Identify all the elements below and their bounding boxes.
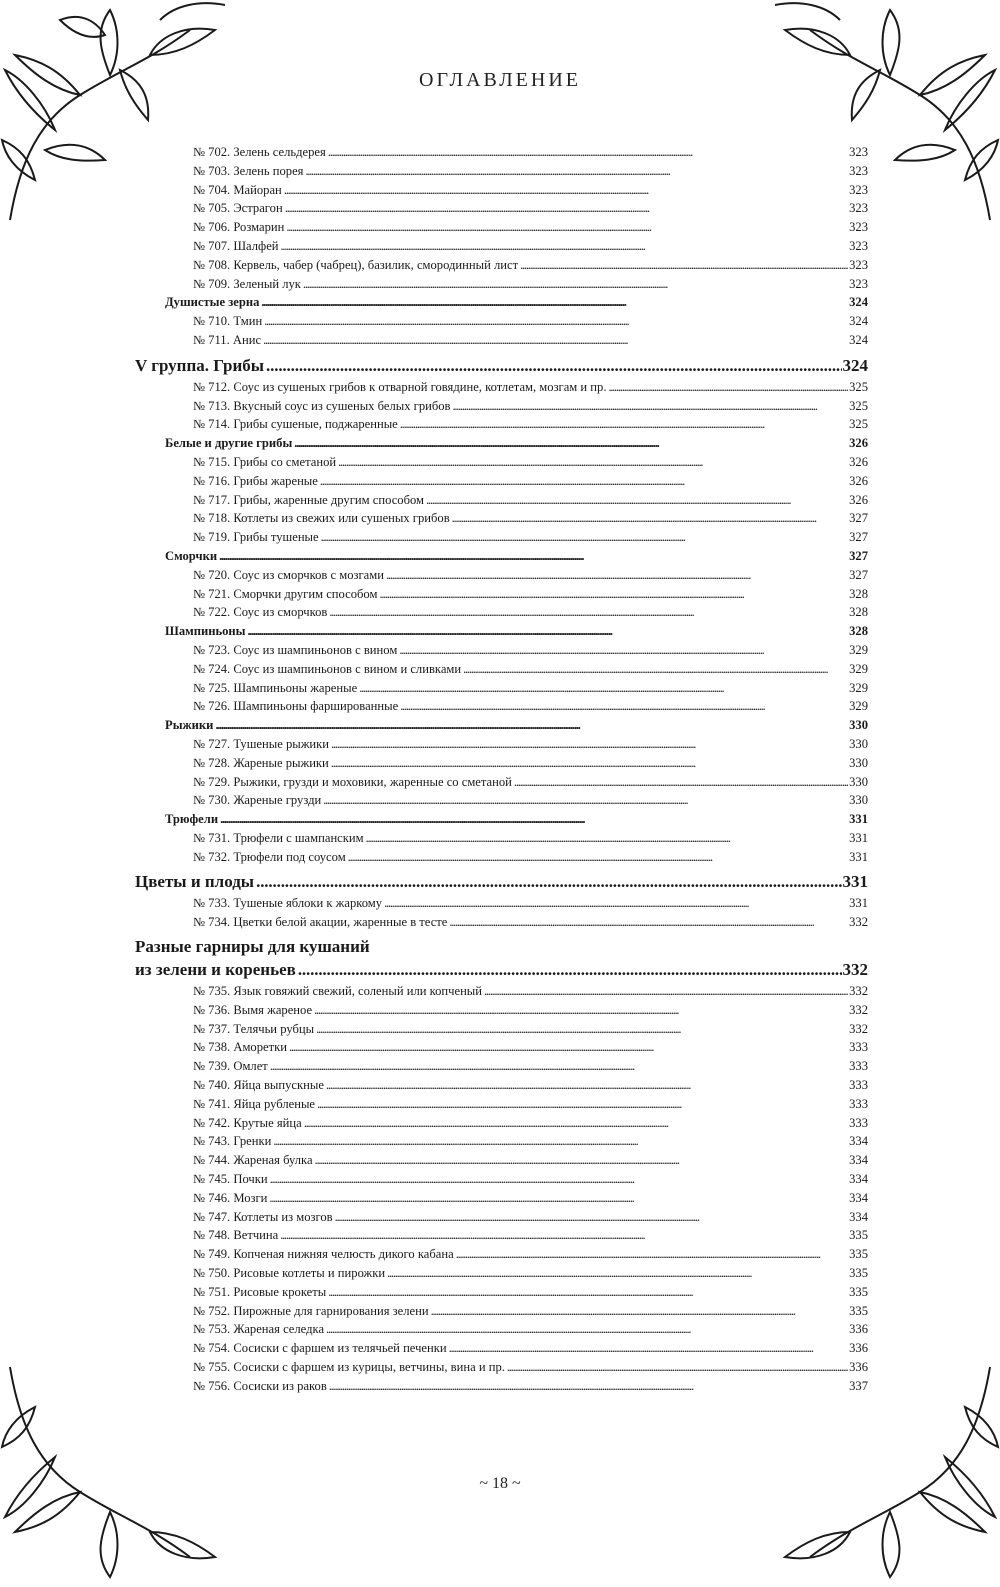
section-page: 332	[842, 960, 868, 980]
leader-dots	[514, 773, 848, 792]
leader-dots	[266, 354, 841, 378]
leader-dots	[331, 754, 848, 773]
leader-dots	[359, 679, 848, 698]
entry-label: № 711. Анис	[193, 332, 262, 347]
entry-page: 327	[849, 567, 868, 582]
leader-dots	[220, 810, 848, 829]
subsection-title: Белые и другие грибы	[165, 436, 293, 451]
leader-dots	[520, 256, 848, 275]
entry-page: 329	[849, 680, 868, 695]
toc-entry[interactable]	[135, 585, 868, 604]
toc-entry[interactable]	[135, 143, 868, 162]
leader-dots	[285, 199, 848, 218]
entry-page: 332	[849, 915, 868, 930]
toc-entry[interactable]	[135, 275, 868, 294]
entry-page: 334	[849, 1190, 868, 1205]
leader-dots	[326, 1076, 848, 1095]
leader-dots	[294, 434, 848, 453]
toc-entry[interactable]	[135, 162, 868, 181]
toc-entry[interactable]	[135, 679, 868, 698]
toc-entry[interactable]	[135, 982, 868, 1001]
entry-page: 334	[849, 1209, 868, 1224]
entry-label: № 750. Рисовые котлеты и пирожки	[193, 1266, 386, 1281]
entry-page: 330	[849, 793, 868, 808]
entry-label: № 723. Соус из шампиньонов с вином	[193, 642, 398, 657]
leader-dots	[348, 848, 848, 867]
toc-entry[interactable]	[135, 1245, 868, 1264]
leader-dots	[215, 716, 848, 735]
entry-label: № 702. Зелень сельдерея	[193, 145, 326, 159]
subsection-page: 330	[849, 718, 868, 733]
entry-page: 334	[849, 1172, 868, 1187]
leader-dots	[261, 293, 848, 312]
toc-entry[interactable]	[135, 453, 868, 472]
toc-subsection[interactable]	[135, 293, 868, 312]
entry-label: № 715. Грибы со сметаной	[193, 454, 337, 469]
toc-subsection[interactable]	[135, 716, 868, 735]
entry-page: 330	[849, 736, 868, 751]
section-page: 324	[842, 355, 868, 375]
entry-page: 327	[849, 530, 868, 545]
leader-dots	[449, 913, 848, 932]
subsection-page: 331	[849, 812, 868, 827]
leader-dots	[289, 1038, 848, 1057]
leader-dots	[323, 791, 848, 810]
entry-page: 335	[849, 1247, 868, 1262]
entry-label: № 743. Гренки	[193, 1134, 272, 1149]
toc-section[interactable]	[135, 936, 868, 982]
toc-entry[interactable]	[135, 331, 868, 350]
entry-label: № 732. Трюфели под соусом	[193, 849, 346, 864]
entry-page: 325	[849, 379, 868, 394]
entry-page: 332	[849, 984, 868, 999]
toc-entry[interactable]	[135, 1264, 868, 1283]
toc-entry[interactable]	[135, 773, 868, 792]
leader-dots	[431, 1302, 849, 1321]
toc-subsection[interactable]	[135, 810, 868, 829]
entry-label: № 741. Яйца рубленые	[193, 1096, 315, 1111]
toc-entry[interactable]	[135, 397, 868, 416]
entry-page: 327	[849, 511, 868, 526]
toc-section[interactable]	[135, 870, 868, 894]
entry-page: 335	[849, 1303, 868, 1318]
leader-dots	[248, 622, 849, 641]
toc-entry[interactable]	[135, 415, 868, 434]
entry-page: 337	[849, 1378, 868, 1393]
entry-label: № 745. Почки	[193, 1172, 268, 1187]
toc-entry[interactable]	[135, 181, 868, 200]
entry-page: 323	[849, 220, 868, 235]
section-title-line1: Разные гарниры для кушаний	[135, 937, 370, 957]
leader-dots	[463, 660, 848, 679]
leader-dots	[453, 397, 849, 416]
leader-dots	[484, 982, 848, 1001]
entry-page: 329	[849, 661, 868, 676]
toc-entry[interactable]	[135, 603, 868, 622]
toc-entry[interactable]	[135, 1302, 868, 1321]
toc-section[interactable]	[135, 354, 868, 378]
entry-label: № 721. Сморчки другим способом	[193, 586, 378, 601]
entry-page: 330	[849, 774, 868, 789]
leader-dots	[452, 509, 848, 528]
entry-label: № 707. Шалфей	[193, 238, 279, 253]
leader-dots	[256, 870, 841, 894]
leader-dots	[269, 1189, 848, 1208]
toc-entry[interactable]	[135, 1226, 868, 1245]
entry-page: 324	[849, 332, 868, 347]
leader-dots	[456, 1245, 848, 1264]
entry-label: № 747. Котлеты из мозгов	[193, 1209, 333, 1224]
entry-label: № 720. Соус из сморчков с мозгами	[193, 567, 384, 582]
entry-label: № 709. Зеленый лук	[193, 276, 301, 291]
entry-label: № 734. Цветки белой акации, жаренные в тесте	[193, 915, 448, 930]
toc-entry[interactable]	[135, 1001, 868, 1020]
entry-page: 332	[849, 1021, 868, 1036]
entry-label: № 752. Пирожные для гарнирования зелени	[193, 1303, 429, 1318]
entry-label: № 727. Тушеные рыжики	[193, 736, 329, 751]
subsection-title: Душистые зерна	[165, 295, 260, 310]
toc-entry[interactable]	[135, 1189, 868, 1208]
entry-page: 328	[849, 586, 868, 601]
entry-page: 330	[849, 755, 868, 770]
leader-dots	[366, 829, 849, 848]
leader-dots	[386, 566, 848, 585]
leader-dots	[400, 415, 848, 434]
entry-label: № 731. Трюфели с шампанским	[193, 830, 364, 845]
leader-dots	[507, 1358, 848, 1377]
toc-entry[interactable]	[135, 1114, 868, 1133]
entry-label: № 726. Шампиньоны фаршированные	[193, 699, 399, 714]
leader-dots	[608, 378, 848, 397]
entry-page: 326	[849, 473, 868, 488]
leader-dots	[379, 585, 848, 604]
subsection-page: 326	[849, 436, 868, 451]
leader-dots	[399, 641, 848, 660]
entry-page: 334	[849, 1153, 868, 1168]
entry-page: 333	[849, 1115, 868, 1130]
leader-dots	[331, 735, 848, 754]
entry-label: № 729. Рыжики, грузди и моховики, жаренные со сметаной	[193, 774, 512, 789]
entry-page: 323	[849, 276, 868, 291]
entry-page: 326	[849, 492, 868, 507]
entry-label: № 755. Сосиски с фаршем из курицы, ветчины, вина и пр.	[193, 1360, 505, 1375]
subsection-page: 324	[849, 295, 868, 310]
entry-label: № 733. Тушеные яблоки к жаркому	[193, 896, 383, 911]
entry-label: № 725. Шампиньоны жареные	[193, 680, 358, 695]
entry-label: № 751. Рисовые крокеты	[193, 1284, 327, 1299]
entry-label: № 746. Мозги	[193, 1190, 268, 1205]
entry-page: 332	[849, 1002, 868, 1017]
leader-dots	[305, 162, 848, 181]
toc-entry[interactable]	[135, 1358, 868, 1377]
entry-label: № 742. Крутые яйца	[193, 1115, 302, 1130]
section-title-line2: из зелени и кореньев	[135, 960, 296, 980]
toc-entry[interactable]	[135, 641, 868, 660]
leader-dots	[219, 547, 848, 566]
leader-dots	[328, 1283, 848, 1302]
leader-dots	[328, 143, 848, 162]
toc-entry[interactable]	[135, 660, 868, 679]
subsection-title: Сморчки	[165, 548, 218, 563]
toc-entry[interactable]	[135, 1020, 868, 1039]
leader-dots	[314, 1001, 848, 1020]
entry-page: 323	[849, 145, 868, 159]
entry-page: 335	[849, 1228, 868, 1243]
entry-page: 333	[849, 1040, 868, 1055]
leader-dots	[286, 218, 848, 237]
entry-page: 323	[849, 238, 868, 253]
entry-label: № 730. Жареные грузди	[193, 793, 322, 808]
leader-dots	[303, 275, 848, 294]
toc-entry[interactable]	[135, 1208, 868, 1227]
toc-entry[interactable]	[135, 735, 868, 754]
leader-dots	[384, 894, 848, 913]
entry-label: № 713. Вкусный соус из сушеных белых грибов	[193, 398, 451, 413]
toc-entry[interactable]	[135, 697, 868, 716]
leader-dots	[387, 1264, 848, 1283]
entry-page: 325	[849, 417, 868, 432]
entry-label: № 744. Жареная булка	[193, 1153, 313, 1168]
toc-entry[interactable]	[135, 848, 868, 867]
toc-entry[interactable]	[135, 378, 868, 397]
entry-page: 323	[849, 257, 868, 272]
leader-dots	[335, 1208, 848, 1227]
toc-entry[interactable]	[135, 1377, 868, 1396]
toc-entry[interactable]	[135, 894, 868, 913]
toc-entry[interactable]	[135, 913, 868, 932]
leader-dots	[273, 1132, 848, 1151]
toc-entry[interactable]	[135, 491, 868, 510]
leader-dots	[400, 697, 848, 716]
entry-label: № 704. Майоран	[193, 182, 282, 197]
leader-dots	[284, 181, 848, 200]
entry-page: 335	[849, 1266, 868, 1281]
subsection-page: 328	[849, 624, 868, 639]
entry-label: № 740. Яйца выпускные	[193, 1078, 324, 1093]
subsection-title: Шампиньоны	[165, 624, 246, 639]
page-number: ~ 18 ~	[479, 1475, 521, 1492]
toc-entry[interactable]	[135, 1151, 868, 1170]
toc-entry[interactable]	[135, 1095, 868, 1114]
leader-dots	[298, 958, 842, 982]
entry-label: № 705. Эстрагон	[193, 201, 283, 216]
entry-label: № 738. Аморетки	[193, 1040, 287, 1055]
toc-entry[interactable]	[135, 256, 868, 275]
toc-subsection[interactable]	[135, 434, 868, 453]
entry-page: 323	[849, 182, 868, 197]
entry-page: 331	[849, 896, 868, 911]
entry-page: 336	[849, 1360, 868, 1375]
toc-entry[interactable]	[135, 754, 868, 773]
toc-subsection[interactable]	[135, 547, 868, 566]
toc-entry[interactable]	[135, 1076, 868, 1095]
toc-entry[interactable]	[135, 509, 868, 528]
entry-label: № 712. Соус из сушеных грибов к отварной говядине, котлетам, мозгам и пр.	[193, 379, 607, 394]
leader-dots	[281, 237, 849, 256]
entry-label: № 708. Кервель, чабер (чабрец), базилик, смородинный лист	[193, 257, 519, 272]
entry-label: № 706. Розмарин	[193, 220, 285, 235]
leader-dots	[270, 1170, 849, 1189]
toc-entry[interactable]	[135, 237, 868, 256]
leader-dots	[321, 528, 849, 547]
section-title: V группа. Грибы	[135, 355, 265, 375]
toc-entry[interactable]	[135, 528, 868, 547]
entry-page: 329	[849, 642, 868, 657]
entry-label: № 736. Вымя жареное	[193, 1002, 313, 1017]
toc-entry[interactable]	[135, 218, 868, 237]
entry-page: 331	[849, 830, 868, 845]
toc-entry[interactable]	[135, 472, 868, 491]
entry-label: № 710. Тмин	[193, 314, 263, 329]
leader-dots	[270, 1057, 848, 1076]
toc-entry[interactable]	[135, 829, 868, 848]
entry-page: 325	[849, 398, 868, 413]
entry-label: № 737. Телячьи рубцы	[193, 1021, 315, 1036]
entry-page: 336	[849, 1341, 868, 1356]
toc-entry[interactable]	[135, 1339, 868, 1358]
entry-page: 334	[849, 1134, 868, 1149]
toc-entry[interactable]	[135, 566, 868, 585]
entry-page: 324	[849, 314, 868, 329]
leader-dots	[316, 1020, 848, 1039]
toc-entry[interactable]	[135, 1320, 868, 1339]
section-page: 331	[842, 872, 868, 892]
entry-label: № 714. Грибы сушеные, поджаренные	[193, 417, 398, 432]
entry-label: № 749. Копченая нижняя челюсть дикого кабана	[193, 1247, 454, 1262]
leader-dots	[315, 1151, 849, 1170]
leader-dots	[320, 472, 848, 491]
entry-label: № 748. Ветчина	[193, 1228, 279, 1243]
entry-label: № 724. Соус из шампиньонов с вином и сливками	[193, 661, 462, 676]
entry-page: 323	[849, 163, 868, 178]
page-title: ОГЛАВЛЕНИЕ	[419, 69, 581, 91]
entry-label: № 754. Сосиски с фаршем из телячьей печенки	[193, 1341, 447, 1356]
leader-dots	[329, 1377, 848, 1396]
entry-label: № 756. Сосиски из раков	[193, 1378, 327, 1393]
entry-label: № 716. Грибы жареные	[193, 473, 318, 488]
entry-label: № 719. Грибы тушеные	[193, 530, 319, 545]
toc-entry[interactable]	[135, 1038, 868, 1057]
toc-entry[interactable]	[135, 312, 868, 331]
subsection-title: Трюфели	[165, 812, 219, 827]
entry-label: № 739. Омлет	[193, 1059, 268, 1074]
entry-page: 336	[849, 1322, 868, 1337]
leader-dots	[329, 603, 848, 622]
entry-page: 333	[849, 1078, 868, 1093]
leader-dots	[263, 331, 848, 350]
leader-dots	[264, 312, 848, 331]
subsection-title: Рыжики	[165, 718, 214, 733]
leader-dots	[338, 453, 848, 472]
toc-entry[interactable]	[135, 199, 868, 218]
leader-dots	[449, 1339, 849, 1358]
entry-label: № 718. Котлеты из свежих или сушеных грибов	[193, 511, 450, 526]
subsection-page: 327	[849, 548, 868, 563]
leader-dots	[326, 1320, 848, 1339]
leader-dots	[317, 1095, 848, 1114]
leader-dots	[304, 1114, 848, 1133]
entry-label: № 735. Язык говяжий свежий, соленый или копченый	[193, 984, 483, 999]
toc-entry[interactable]	[135, 1283, 868, 1302]
entry-page: 333	[849, 1059, 868, 1074]
toc-entry[interactable]	[135, 1170, 868, 1189]
leader-dots	[426, 491, 848, 510]
entry-label: № 728. Жареные рыжики	[193, 755, 329, 770]
toc-entry[interactable]	[135, 1057, 868, 1076]
toc-subsection[interactable]	[135, 622, 868, 641]
entry-page: 335	[849, 1284, 868, 1299]
table-of-contents	[135, 143, 868, 1396]
entry-page: 326	[849, 454, 868, 469]
entry-page: 328	[849, 605, 868, 620]
entry-page: 333	[849, 1096, 868, 1111]
leader-dots	[280, 1226, 848, 1245]
entry-label: № 703. Зелень порея	[193, 163, 304, 178]
entry-page: 329	[849, 699, 868, 714]
entry-page: 331	[849, 849, 868, 864]
entry-label: № 717. Грибы, жаренные другим способом	[193, 492, 425, 507]
toc-entry[interactable]	[135, 1132, 868, 1151]
entry-page: 323	[849, 201, 868, 216]
section-title: Цветы и плоды	[135, 872, 255, 892]
entry-label: № 722. Соус из сморчков	[193, 605, 328, 620]
entry-label: № 753. Жареная селедка	[193, 1322, 325, 1337]
toc-entry[interactable]	[135, 791, 868, 810]
